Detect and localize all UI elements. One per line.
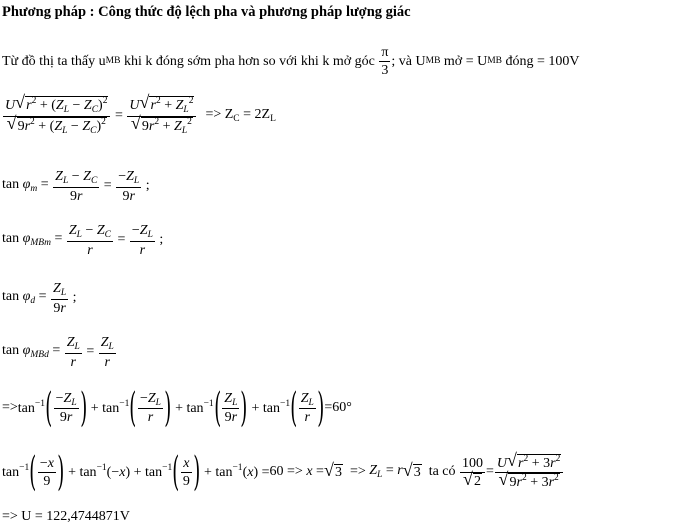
equation-tan-phi-mbm: $\tan \varphi_{MBm}$ = $\frac{Z_L - Z_C}{r}$ = $\frac{-Z_L}{r}$ ; xyxy=(2,223,164,258)
intro-sub-1: MB xyxy=(105,55,121,66)
final-answer: => U = 122,4744871V xyxy=(2,509,130,524)
ta-co-text: ta có xyxy=(428,464,456,479)
intro-line xyxy=(2,44,580,79)
equation-tan-phi-d: $\tan \varphi_d$ = $\frac{Z_L}{9r}$ ; xyxy=(2,281,77,316)
equation-tan-phi-m: $\tan \varphi_m$ = $\frac{Z_L - Z_C}{9r}$ = $\frac{-Z_L}{9r}$ ; xyxy=(2,169,150,204)
equation-impedance-ratio: U√ $r^2 + (Z_L - Z_C)^2$ √ $9r^2 + (Z_L - Z_C)^2$ = U√ $r^2 + Z_L^2$ √ $9r^2 + Z_L^2$ => $Z_C = 2Z_L$ xyxy=(2,96,276,136)
result-zc: => $Z_C = 2Z_L$ xyxy=(205,106,276,124)
intro-sub-3: MB xyxy=(487,55,503,66)
equation-tan-phi-mbd: $\tan \varphi_{MBd}$ = $\frac{Z_L}{r}$ = $\frac{Z_L}{r}$ xyxy=(2,335,114,370)
angle-fraction: $\frac{\pi}{3}$ xyxy=(381,45,389,78)
equation-x-solution: $\tan^{-1}$ ( $\frac{-x}{9}$ ) + $\tan^{-1}(-x) + \tan^{-1}$ ( $\frac{x}{9}$ ) + $\tan^{-1}(x)$ = 60 => x = √ 3 => $Z_L = r$ √ 3 ta có 100 √ 2 = U√ $r^2 + 3r^2$ √ $9r^2 + 3r^2$ xyxy=(2,452,564,492)
intro-text-3: ; và U xyxy=(391,53,426,69)
equation-arctan-sum: => $\tan^{-1}$ ( $\frac{-Z_L}{9r}$ ) + $\tan^{-1}$ ( $\frac{-Z_L}{r}$ ) + $\tan^{-1}$ ( $\frac{Z_L}{9r}$ ) + $\tan^{-1}$ ( $\frac{Z_L}{r}$ ) =60° xyxy=(2,385,352,431)
intro-text-1: Từ đồ thị ta thấy u xyxy=(2,53,106,69)
intro-text-2: khi k đóng sớm pha hơn so với khi k mở góc xyxy=(120,53,379,69)
page-title: Phương pháp : Công thức độ lệch pha và phương pháp lượng giác xyxy=(2,4,411,20)
intro-sub-2: MB xyxy=(425,55,441,66)
intro-text-4: mở = U xyxy=(440,53,488,69)
intro-text-5: đóng = 100V xyxy=(502,53,580,69)
